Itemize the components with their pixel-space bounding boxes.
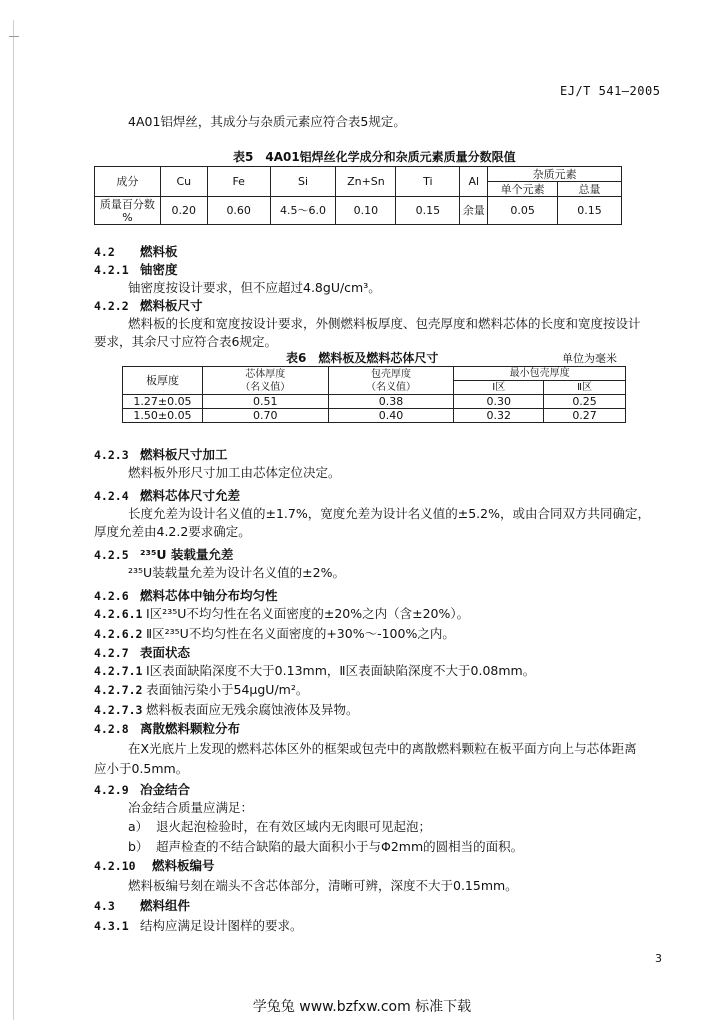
section-4-2-4: [94, 486, 240, 504]
table5-cell: 0.15: [558, 197, 622, 225]
section-number: 4.2.2: [94, 299, 129, 313]
section-title: 铀密度: [140, 262, 178, 277]
table5-cell: 0.60: [207, 197, 270, 225]
section-4-2-7: [94, 643, 190, 661]
section-number: 4.2.1: [94, 263, 129, 277]
section-4-2-2-text-1: 燃料板的长度和宽度按设计要求，外侧燃料板厚度、包壳厚度和燃料芯体的长度和宽度按设计: [128, 316, 641, 331]
section-4-2-4-text-1: 长度允差为设计名义值的±1.7%，宽度允差为设计名义值的±5.2%，或由合同双方共同确定，: [128, 506, 650, 521]
section-4-2-10: [94, 856, 215, 874]
table6-h-zone2: Ⅱ区: [544, 381, 626, 395]
table6-cell: 0.70: [202, 409, 328, 423]
section-4-2-7-3: [94, 700, 359, 718]
table5-cell: 0.20: [160, 197, 207, 225]
intro-line: 4A01铝焊丝，其成分与杂质元素应符合表5规定。: [128, 114, 406, 129]
table5-col-ti: Ti: [396, 167, 460, 197]
section-number: 4.2.7: [94, 646, 129, 660]
table6-cell: 0.25: [544, 395, 626, 409]
table5-col-single: 单个元素: [488, 182, 558, 197]
section-title: ²³⁵U 装载量允差: [140, 547, 234, 562]
table6-cell: 0.40: [328, 409, 454, 423]
section-4-2-6: [94, 586, 278, 604]
section-4-2-2-text-2: 要求，其余尺寸应符合表6规定。: [94, 334, 277, 349]
table5-col-znsn: Zn+Sn: [336, 167, 396, 197]
section-number: 4.2.7.1: [94, 664, 143, 678]
table5-cell: 0.05: [488, 197, 558, 225]
table5-cell: 0.10: [336, 197, 396, 225]
table6-h-clad-line1: 包壳厚度: [370, 368, 411, 380]
section-title: 燃料芯体尺寸允差: [140, 488, 241, 503]
standard-number: EJ/T 541—2005: [560, 84, 661, 98]
section-title: 燃料板编号: [152, 858, 215, 873]
section-number: 4.2.6: [94, 589, 129, 603]
section-number: 4.2.3: [94, 448, 129, 462]
list-text: 超声检查的不结合缺陷的最大面积小于与Φ2mm的圆相当的面积。: [156, 839, 524, 854]
table5-row-header: 成分: [95, 167, 161, 197]
section-title: 燃料板: [140, 244, 178, 259]
table6-h-thickness: 板厚度: [123, 367, 203, 395]
section-number: 4.2.10: [94, 859, 136, 873]
section-text: 燃料板表面应无残余腐蚀液体及异物。: [146, 702, 359, 717]
list-marker: b）: [128, 839, 149, 854]
table6-cell: 1.50±0.05: [123, 409, 203, 423]
section-number: 4.2.6.2: [94, 627, 143, 641]
section-title: 燃料板尺寸加工: [140, 447, 228, 462]
section-4-2-1-text: 铀密度按设计要求，但不应超过4.8gU/cm³。: [128, 280, 381, 295]
section-4-2-5-text: ²³⁵U装载量允差为设计名义值的±2%。: [128, 565, 345, 580]
section-number: 4.3: [94, 899, 115, 913]
table6-cell: 0.30: [454, 395, 544, 409]
table6-h-core-line1: 芯体厚度: [245, 368, 286, 380]
section-text: Ⅱ区²³⁵U不均匀性在名义面密度的+30%～-100%之内。: [146, 626, 455, 641]
section-4-2-7-2: [94, 680, 308, 698]
table6-cell: 0.27: [544, 409, 626, 423]
table5-row-label: [95, 197, 161, 225]
table5-cell: 4.5～6.0: [270, 197, 336, 225]
section-number: 4.2.6.1: [94, 607, 143, 621]
table5-col-al: Al: [460, 167, 488, 197]
table5: [94, 166, 622, 225]
section-4-3-1: [94, 916, 303, 934]
table5-row-label-line1: 质量百分数: [99, 197, 155, 211]
section-4-2-9: [94, 780, 190, 798]
table5-impurity-group: 杂质元素: [488, 167, 622, 182]
section-number: 4.2.4: [94, 489, 129, 503]
table6-cell: 0.51: [202, 395, 328, 409]
section-title: 离散燃料颗粒分布: [140, 721, 241, 736]
table6-h-clad-line2: （名义值）: [365, 381, 416, 393]
section-4-2-8-text-2: 应小于0.5mm。: [94, 761, 189, 776]
section-4-2-6-1: [94, 604, 469, 622]
table5-cell: 0.15: [396, 197, 460, 225]
section-number: 4.2: [94, 245, 115, 259]
list-item: [128, 817, 431, 835]
section-text: Ⅰ区²³⁵U不均匀性在名义面密度的±20%之内（含±20%）。: [146, 606, 470, 621]
table5-caption: 表5 4A01铝焊丝化学成分和杂质元素质量分数限值: [233, 150, 516, 164]
section-4-2-5: [94, 545, 233, 563]
section-4-3: [94, 896, 190, 914]
section-number: 4.2.9: [94, 783, 129, 797]
section-4-2-9-text: 冶金结合质量应满足：: [128, 800, 254, 815]
section-number: 4.2.7.3: [94, 703, 143, 717]
list-marker: a）: [128, 819, 149, 834]
table6-cell: 0.32: [454, 409, 544, 423]
table6-h-core: [202, 367, 328, 395]
section-number: 4.2.7.2: [94, 683, 143, 697]
table6-cell: 0.38: [328, 395, 454, 409]
table6-h-clad: [328, 367, 454, 395]
section-4-2-8-text-1: 在X光底片上发现的燃料芯体区外的框架或包壳中的离散燃料颗粒在板平面方向上与芯体距离: [128, 741, 637, 756]
section-text: 结构应满足设计图样的要求。: [140, 918, 303, 933]
table5-col-fe: Fe: [207, 167, 270, 197]
list-item: [128, 837, 523, 855]
table6-h-zone1: Ⅰ区: [454, 381, 544, 395]
section-4-2-3: [94, 445, 228, 463]
section-title: 燃料板尺寸: [140, 298, 203, 313]
table6-unit: 单位为毫米: [562, 352, 617, 365]
section-title: 冶金结合: [140, 782, 191, 797]
section-4-2-6-2: [94, 624, 455, 642]
section-title: 燃料组件: [140, 898, 191, 913]
table6-h-min: 最小包壳厚度: [454, 367, 626, 381]
section-4-2-4-text-2: 厚度允差由4.2.2要求确定。: [94, 524, 251, 539]
section-4-2-3-text: 燃料板外形尺寸加工由芯体定位决定。: [128, 465, 341, 480]
section-4-2-8: [94, 719, 240, 737]
section-text: 表面铀污染小于54μgU/m²。: [146, 682, 309, 697]
section-4-2-1: [94, 260, 178, 278]
section-title: 表面状态: [140, 645, 191, 660]
section-text: Ⅰ区表面缺陷深度不大于0.13mm，Ⅱ区表面缺陷深度不大于0.08mm。: [146, 663, 536, 678]
section-title: 燃料芯体中铀分布均匀性: [140, 588, 278, 603]
table5-col-cu: Cu: [160, 167, 207, 197]
scan-binding-line: [13, 20, 14, 1020]
section-4-2-2: [94, 296, 203, 314]
table5-row-label-line2: %: [122, 210, 133, 224]
list-text: 退火起泡检验时，在有效区域内无肉眼可见起泡；: [156, 819, 432, 834]
page-number: 3: [655, 952, 662, 965]
footer-watermark: 学兔兔 www.bzfxw.com 标准下载: [252, 999, 472, 1015]
table5-col-si: Si: [270, 167, 336, 197]
table5-col-total: 总量: [558, 182, 622, 197]
section-4-2-7-1: [94, 661, 535, 679]
section-4-2: [94, 242, 178, 260]
table5-cell: 余量: [460, 197, 488, 225]
table6-h-core-line2: （名义值）: [240, 381, 291, 393]
table6-cell: 1.27±0.05: [123, 395, 203, 409]
section-number: 4.3.1: [94, 919, 129, 933]
table6-caption: 表6 燃料板及燃料芯体尺寸: [286, 351, 439, 365]
table6: [122, 366, 626, 423]
section-4-2-10-text: 燃料板编号刻在端头不含芯体部分，清晰可辨，深度不大于0.15mm。: [128, 878, 518, 893]
section-number: 4.2.8: [94, 722, 129, 736]
section-number: 4.2.5: [94, 548, 129, 562]
scan-binding-mark: [9, 36, 19, 37]
